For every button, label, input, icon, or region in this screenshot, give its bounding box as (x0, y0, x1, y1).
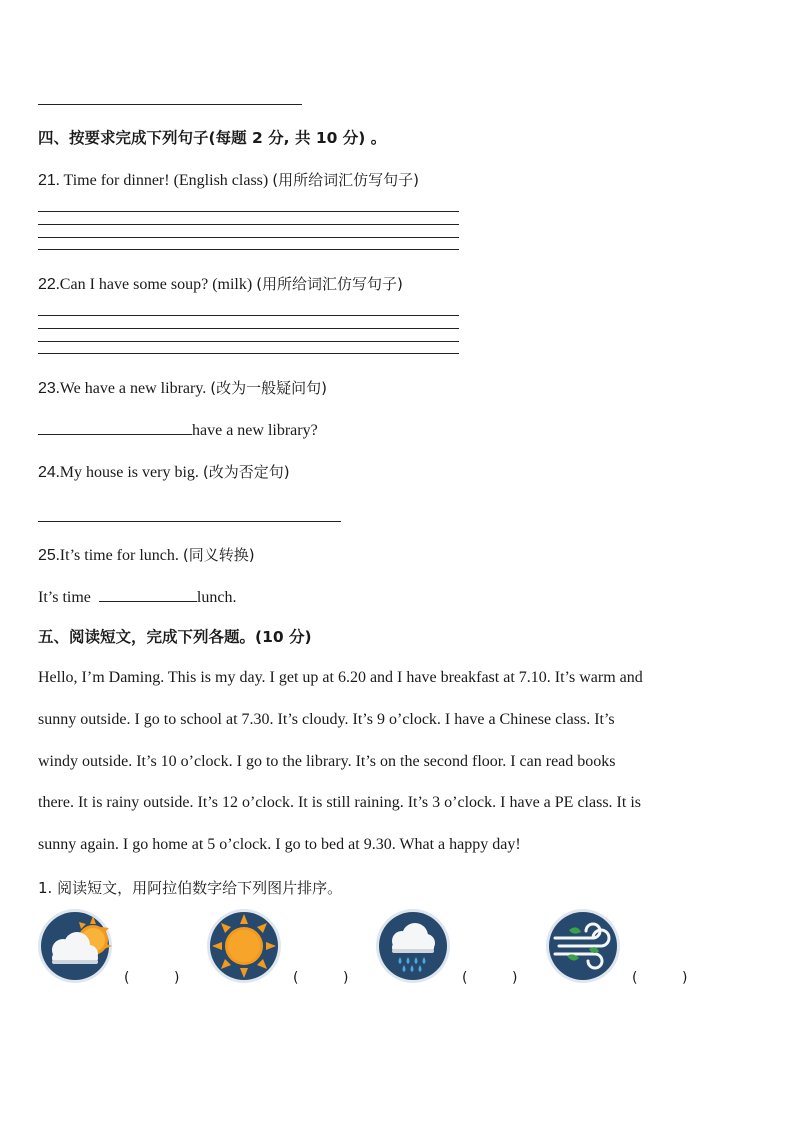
answer-25 (38, 587, 236, 608)
question-22-number: 22 (38, 276, 56, 293)
answer-line-22-1[interactable] (38, 315, 459, 316)
answer-23 (38, 420, 318, 441)
passage-line-5: sunny again. I go home at 5 o’clock. I go to bed at 9.30. What a happy day! (38, 836, 521, 853)
passage-line-3: windy outside. It’s 10 o’clock. I go to the library. It’s on the second floor. I can read books (38, 753, 616, 770)
answer-line-21-3[interactable] (38, 237, 459, 238)
passage-line-2: sunny outside. I go to school at 7.30. It’s cloudy. It’s 9 o’clock. I have a Chinese class. It’s (38, 711, 615, 728)
question-25 (38, 545, 255, 566)
passage-line-4: there. It is rainy outside. It’s 12 o’clock. It is still raining. It’s 3 o’clock. I have a PE class. It is (38, 794, 641, 811)
answer-line-22-3[interactable] (38, 341, 459, 342)
question-21-text: . Time for dinner! (English class) (55, 172, 273, 189)
passage-line-1: Hello, I’m Daming. This is my day. I get up at 6.20 and I have breakfast at 7.10. It’s warm and (38, 669, 643, 686)
order-blank-2[interactable]: ( ) (293, 970, 349, 986)
answer-line-21-4[interactable] (38, 249, 459, 250)
answer-line-21-1[interactable] (38, 211, 459, 212)
question-22 (38, 274, 403, 295)
question-24-text: .My house is very big. (55, 464, 203, 481)
question-21 (38, 170, 419, 191)
question-25-text: .It’s time for lunch. (55, 547, 183, 564)
question-24 (38, 462, 290, 483)
question-25-note: (同义转换) (182, 546, 255, 564)
question-25-number: 25 (38, 547, 56, 564)
answer-line-24[interactable] (38, 521, 341, 522)
question-21-number: 21 (38, 172, 56, 189)
question-22-text: .Can I have some soup? (milk) (55, 276, 257, 293)
answer-line-22-2[interactable] (38, 328, 459, 329)
order-blank-4[interactable]: ( ) (632, 970, 688, 986)
answer-blank-25[interactable] (99, 587, 197, 602)
question-21-note: (用所给词汇仿写句子) (272, 171, 419, 189)
rainy-icon (375, 908, 451, 984)
question-22-note: (用所给词汇仿写句子) (256, 275, 403, 293)
question-23-note: (改为一般疑问句) (210, 379, 328, 397)
answer-line-21-2[interactable] (38, 224, 459, 225)
answer-blank-23[interactable] (38, 420, 192, 435)
answer-line-22-4[interactable] (38, 353, 459, 354)
partly-sunny-icon (37, 908, 113, 984)
task-1-instruction: 1. 阅读短文，用阿拉伯数字给下列图片排序。 (38, 879, 343, 897)
question-24-number: 24 (38, 464, 56, 481)
answer-23-suffix: have a new library? (192, 422, 318, 439)
section4-title: 四、按要求完成下列句子(每题 2 分, 共 10 分) 。 (38, 129, 387, 147)
order-blank-1[interactable]: ( ) (124, 970, 180, 986)
answer-line-top[interactable] (38, 104, 302, 105)
answer-25-prefix: It’s time (38, 589, 99, 606)
question-23-text: .We have a new library. (55, 380, 211, 397)
question-23 (38, 378, 327, 399)
question-24-note: (改为否定句) (202, 463, 290, 481)
section5-title: 五、阅读短文，完成下列各题。(10 分) (38, 628, 312, 646)
sunny-icon (206, 908, 282, 984)
windy-icon (545, 908, 621, 984)
question-23-number: 23 (38, 380, 56, 397)
answer-25-suffix: lunch. (196, 589, 237, 606)
order-blank-3[interactable]: ( ) (462, 970, 518, 986)
